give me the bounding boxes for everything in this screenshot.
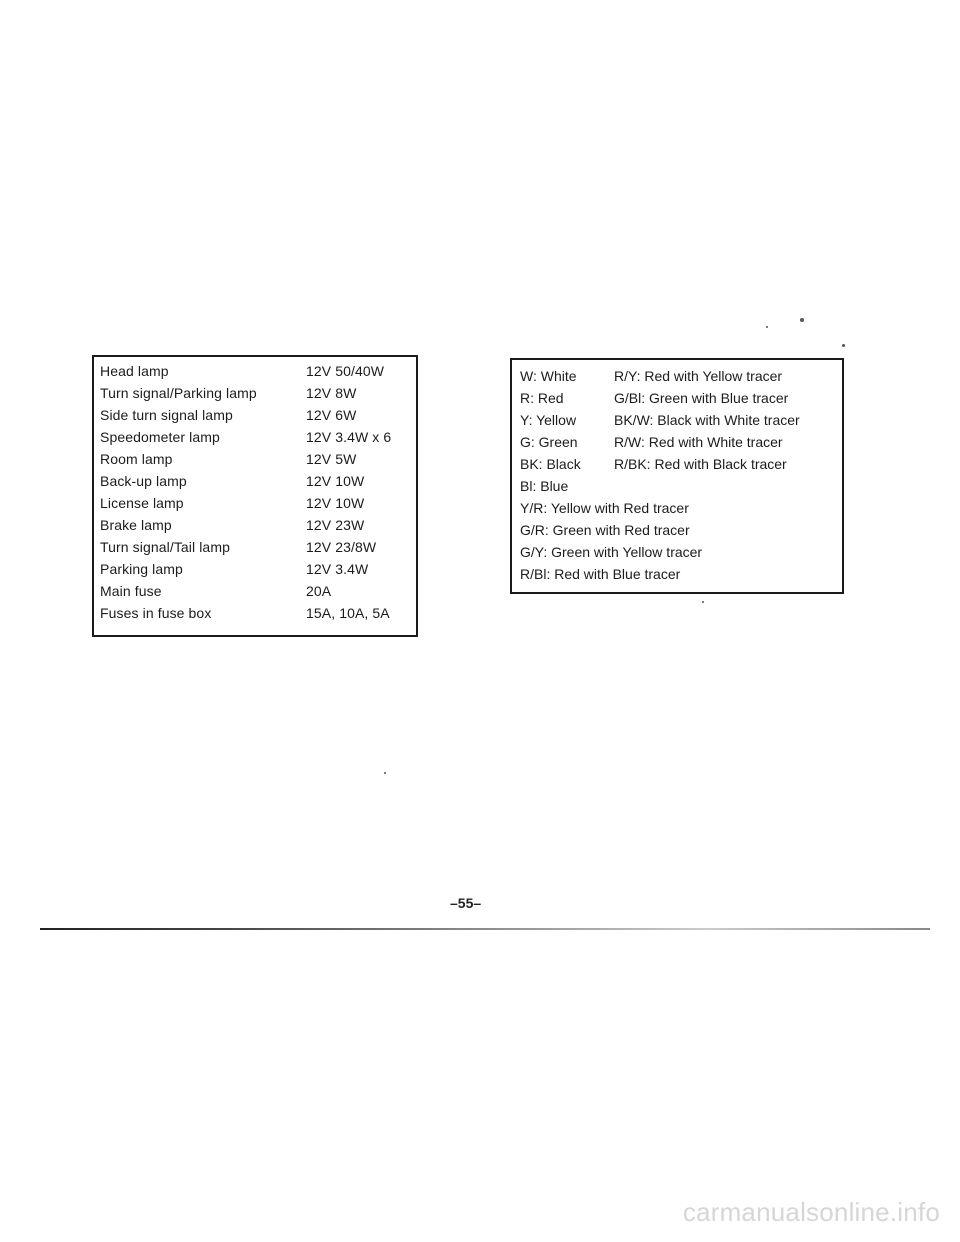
wire-color-code: R/Bl: Red with Blue tracer [520, 566, 681, 582]
bulb-spec-row [100, 429, 416, 451]
bulb-spec: 12V 10W [306, 473, 365, 489]
wire-color-row [520, 500, 689, 516]
wire-color-row [520, 522, 690, 538]
bulb-name: Brake lamp [100, 517, 172, 533]
wire-color-code: R: Red [520, 390, 564, 406]
wire-color-row [520, 434, 854, 450]
bulb-spec-row [100, 517, 416, 539]
wire-color-code: Y: Yellow [520, 412, 577, 428]
bulb-name: Turn signal/Tail lamp [100, 539, 230, 555]
bulb-spec-row [100, 495, 416, 517]
wire-color-row [520, 368, 854, 384]
bulb-spec-row [100, 407, 416, 429]
bulb-name: Speedometer lamp [100, 429, 220, 445]
wire-color-code: G/R: Green with Red tracer [520, 522, 690, 538]
wire-color-row [520, 544, 702, 560]
bulb-spec-row [100, 605, 416, 627]
wire-color-code: Bl: Blue [520, 478, 569, 494]
bulb-spec-row [100, 451, 416, 473]
page-number: –55– [450, 895, 482, 911]
wire-color-code: W: White [520, 368, 577, 384]
bulb-spec: 12V 5W [306, 451, 357, 467]
wire-color-row [520, 478, 568, 494]
wire-color-code: R/Y: Red with Yellow tracer [614, 368, 783, 384]
bulb-spec: 15A, 10A, 5A [306, 605, 390, 621]
bulb-name: Parking lamp [100, 561, 183, 577]
bulb-spec-row [100, 363, 416, 385]
bulb-spec-row [100, 583, 416, 605]
bulb-spec: 12V 23W [306, 517, 365, 533]
wire-color-code: Y/R: Yellow with Red tracer [520, 500, 689, 516]
wire-color-row [520, 456, 854, 472]
bulb-name: Turn signal/Parking lamp [100, 385, 257, 401]
scan-speck [842, 344, 845, 347]
bulb-spec: 12V 3.4W [306, 561, 369, 577]
bulb-name: Back-up lamp [100, 473, 187, 489]
scan-speck [766, 326, 768, 328]
bulb-name: Side turn signal lamp [100, 407, 233, 423]
bulb-spec: 20A [306, 583, 332, 599]
scan-speck [800, 318, 804, 322]
wire-color-code: G: Green [520, 434, 578, 450]
bulb-name: License lamp [100, 495, 184, 511]
bulb-spec: 12V 10W [306, 495, 365, 511]
watermark: carmanualsonline.info [682, 1197, 940, 1227]
bulb-spec: 12V 23/8W [306, 539, 377, 555]
scan-speck [702, 601, 704, 603]
bulb-name: Room lamp [100, 451, 173, 467]
wire-color-code: G/Y: Green with Yellow tracer [520, 544, 703, 560]
bulb-spec: 12V 3.4W x 6 [306, 429, 392, 445]
bulb-name: Fuses in fuse box [100, 605, 212, 621]
wire-color-row [520, 566, 680, 582]
bulb-spec-row [100, 539, 416, 561]
wire-color-legend [510, 358, 844, 594]
bottom-rule [40, 928, 930, 930]
wire-color-code: BK/W: Black with White tracer [614, 412, 800, 428]
bulb-spec: 12V 50/40W [306, 363, 385, 379]
scan-speck [384, 772, 386, 774]
bulb-name: Main fuse [100, 583, 162, 599]
bulb-name: Head lamp [100, 363, 169, 379]
bulb-spec-table [92, 355, 418, 637]
bulb-spec-row [100, 473, 416, 495]
wire-color-code: G/Bl: Green with Blue tracer [614, 390, 789, 406]
bulb-spec: 12V 6W [306, 407, 357, 423]
wire-color-code: R/W: Red with White tracer [614, 434, 783, 450]
bulb-spec: 12V 8W [306, 385, 357, 401]
wire-color-row [520, 412, 854, 428]
bulb-spec-row [100, 385, 416, 407]
wire-color-row [520, 390, 854, 406]
wire-color-code: R/BK: Red with Black tracer [614, 456, 787, 472]
bulb-spec-row [100, 561, 416, 583]
wire-color-code: BK: Black [520, 456, 581, 472]
